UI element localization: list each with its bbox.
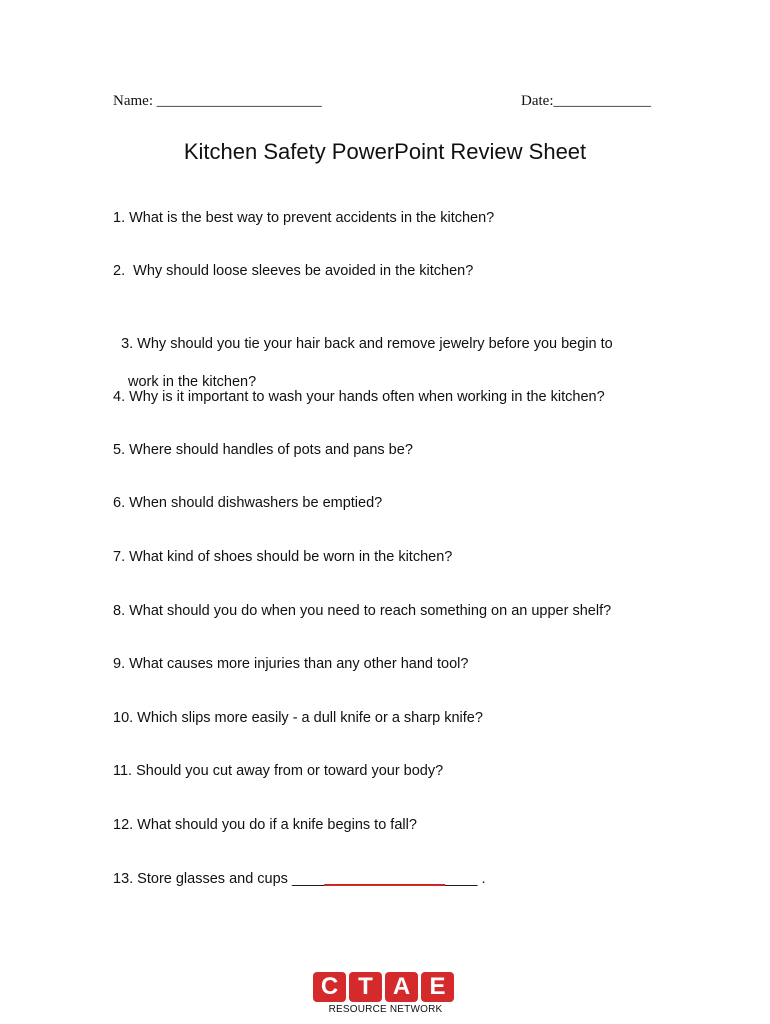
question-13-text-end: ____ . [445,871,486,887]
logo-subtitle: RESOURCE NETWORK [328,1004,443,1015]
question-3-line-2: work in the kitchen? [128,374,257,390]
logo-letter-e: E [421,972,454,1002]
question-13-answer-blank: _______________ [324,871,446,887]
date-field: Date:_____________ [521,93,651,109]
logo-letter-a: A [385,972,418,1002]
ctae-logo-letters [313,972,458,1002]
question-1: 1. What is the best way to prevent accidents in the kitchen? [113,210,495,226]
name-field: Name: ______________________ [113,93,322,109]
question-9: 9. What causes more injuries than any other hand tool? [113,656,469,672]
question-3-line-1: 3. Why should you tie your hair back and remove jewelry before you begin to [121,336,613,352]
question-13-text: 13. Store glasses and cups ____ [113,871,325,887]
question-11: 11. Should you cut away from or toward your body? [113,763,444,779]
question-2: 2. Why should loose sleeves be avoided in the kitchen? [113,263,474,279]
page-title: Kitchen Safety PowerPoint Review Sheet [183,139,587,164]
question-7: 7. What kind of shoes should be worn in the kitchen? [113,549,453,565]
ctae-logo [313,972,458,1016]
question-13 [113,870,653,889]
question-6: 6. When should dishwashers be emptied? [113,495,383,511]
question-10: 10. Which slips more easily - a dull knife or a sharp knife? [113,710,483,726]
question-8: 8. What should you do when you need to reach something on an upper shelf? [113,603,612,619]
question-12: 12. What should you do if a knife begins to fall? [113,817,417,833]
logo-letter-c: C [313,972,346,1002]
question-4: 4. Why is it important to wash your hands often when working in the kitchen? [113,389,605,405]
logo-letter-t: T [349,972,382,1002]
question-5: 5. Where should handles of pots and pans be? [113,442,413,458]
